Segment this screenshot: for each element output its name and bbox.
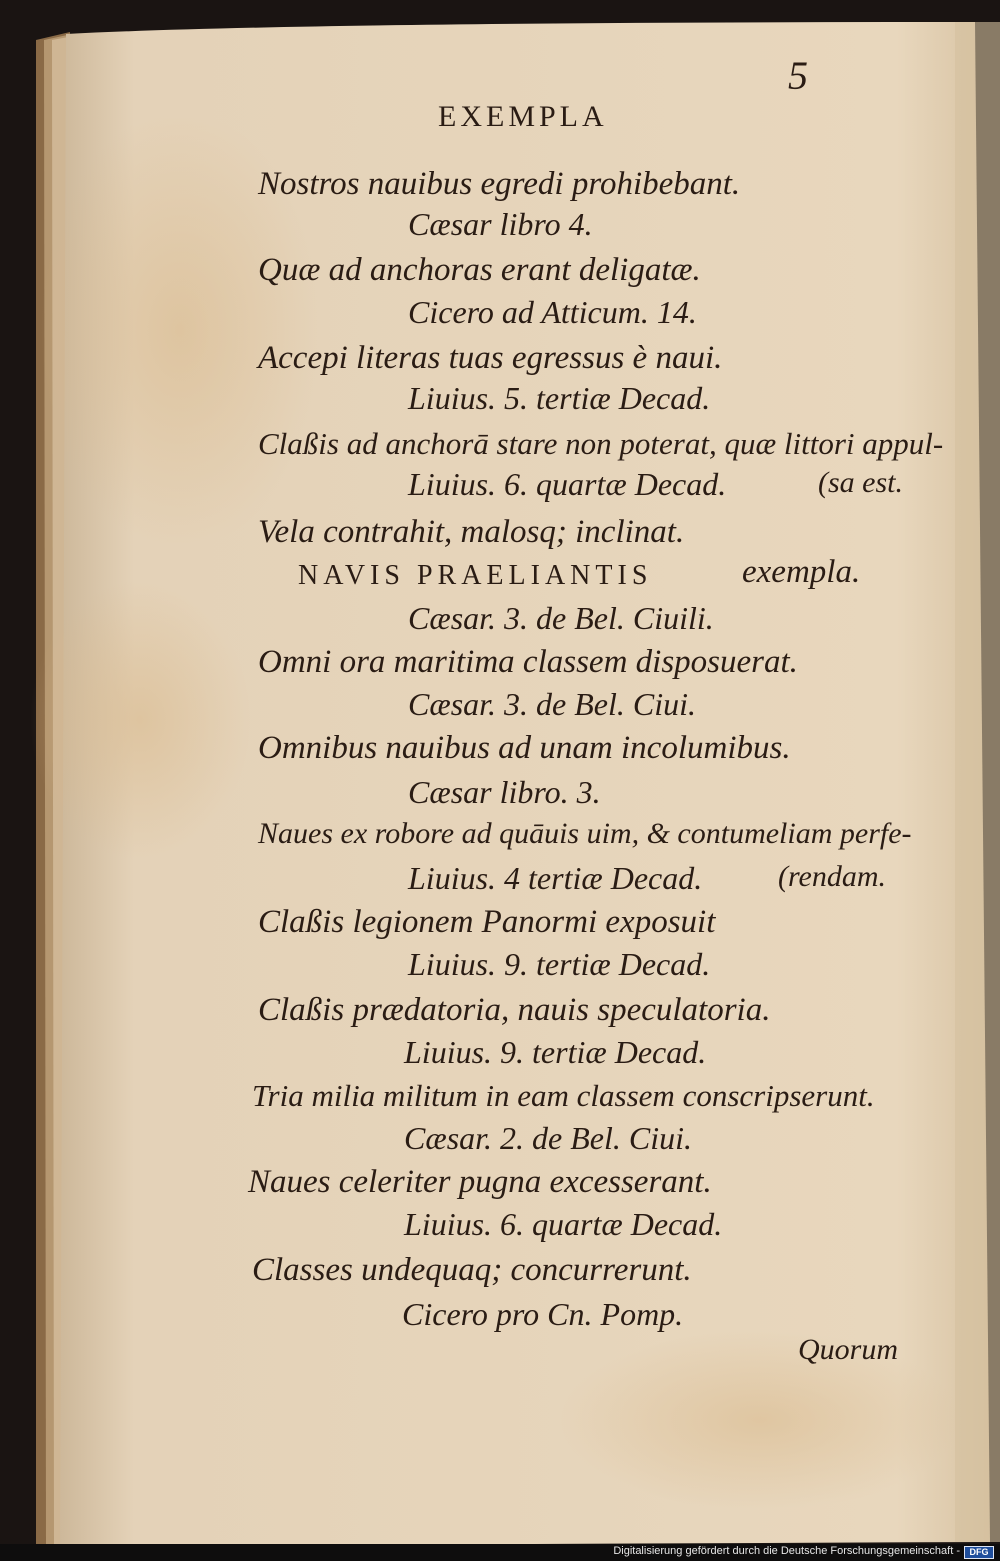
text-line: Nostros nauibus egredi prohibebant. (258, 166, 741, 202)
citation-line: Cæsar. 2. de Bel. Ciui. (404, 1120, 693, 1156)
line-continuation: (sa est. (818, 466, 903, 499)
text-line: Naues celeriter pugna excesserant. (248, 1164, 712, 1200)
citation-line: Liuius. 6. quartæ Decad. (404, 1206, 723, 1242)
citation-line: Liuius. 9. tertiæ Decad. (408, 946, 711, 982)
text-line: Vela contrahit, malosq; inclinat. (258, 514, 685, 550)
footer-credit: Digitalisierung gefördert durch die Deutsche Forschungsgemeinschaft - (613, 1545, 960, 1557)
text-line: Tria milia militum in eam classem conscripserunt. (252, 1078, 875, 1113)
citation-line: Cicero ad Atticum. 14. (408, 294, 697, 330)
text-line: Classes undequaq; concurrerunt. (252, 1252, 692, 1288)
citation-line: Liuius. 5. tertiæ Decad. (408, 380, 711, 416)
text-line: Omnibus nauibus ad unam incolumibus. (258, 730, 791, 766)
section-heading-suffix: exempla. (742, 554, 861, 590)
citation-line: Cæsar. 3. de Bel. Ciui. (408, 686, 697, 722)
citation-line: Liuius. 4 tertiæ Decad. (408, 860, 703, 896)
citation-line: Liuius. 9. tertiæ Decad. (404, 1034, 707, 1070)
text-line: Accepi literas tuas egressus è naui. (258, 340, 723, 376)
citation-line: Liuius. 6. quartæ Decad. (408, 466, 727, 502)
folio-mark: 5 (788, 53, 808, 98)
text-line: Claßis legionem Panormi exposuit (258, 904, 716, 940)
line-continuation: (rendam. (778, 860, 887, 893)
citation-line: Cicero pro Cn. Pomp. (402, 1296, 684, 1332)
text-line: Claßis prædatoria, nauis speculatoria. (258, 992, 771, 1028)
text-line: Claßis ad anchorā stare non poterat, quæ littori appul- (258, 426, 944, 461)
catchword: Quorum (798, 1333, 899, 1366)
dfg-logo: DFG (964, 1546, 994, 1559)
page-header: EXEMPLA (438, 100, 608, 133)
text-line: Omni ora maritima classem disposuerat. (258, 644, 798, 680)
citation-line: Cæsar libro 4. (408, 206, 593, 242)
citation-line: Cæsar libro. 3. (408, 774, 601, 810)
section-heading: NAVIS PRAELIANTIS (298, 560, 653, 591)
citation-line: Cæsar. 3. de Bel. Ciuili. (408, 600, 714, 636)
text-line: Naues ex robore ad quāuis uim, & contumeliam perfe- (258, 817, 912, 850)
text-line: Quæ ad anchoras erant deligatæ. (258, 252, 701, 288)
